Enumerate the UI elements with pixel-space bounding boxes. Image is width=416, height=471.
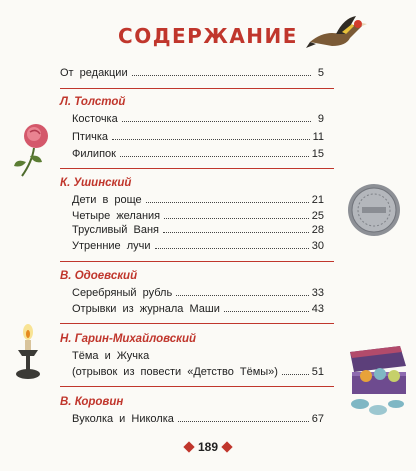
dot-leader	[120, 156, 309, 157]
entry-page: 5	[317, 66, 324, 79]
entry-page: 67	[311, 412, 324, 425]
dot-leader	[122, 121, 311, 122]
entry-page: 9	[317, 112, 324, 125]
dot-leader	[112, 139, 310, 140]
entry-page: 43	[311, 302, 324, 315]
toc-entry[interactable]	[72, 129, 324, 144]
author-heading: В. Одоевский	[60, 270, 138, 282]
entry-title: Четыре желания	[72, 209, 161, 222]
entry-title: Отрывки из журнала Маши	[72, 302, 220, 315]
entry-page: 28	[311, 223, 324, 236]
toc-entry[interactable]	[72, 301, 324, 316]
toc-entry-title-only[interactable]	[72, 348, 324, 363]
dot-leader	[178, 421, 309, 422]
dot-leader	[163, 232, 309, 233]
entry-title: Дети в роще	[72, 193, 142, 206]
toc-entry[interactable]	[72, 208, 324, 223]
section-rule	[60, 168, 334, 169]
section-rule	[60, 261, 334, 262]
entry-title: Серебряный рубль	[72, 286, 173, 299]
entry-title: Филипок	[72, 147, 116, 160]
toc-entry[interactable]	[72, 222, 324, 237]
toc-entry[interactable]	[72, 238, 324, 253]
page-number-text: 189	[197, 440, 219, 454]
entry-page: 33	[311, 286, 324, 299]
author-heading: Н. Гарин-Михайловский	[60, 333, 197, 345]
dot-leader	[176, 295, 309, 296]
toc-entry[interactable]	[72, 192, 324, 207]
toc-entry[interactable]	[72, 411, 324, 426]
entry-page: 15	[311, 147, 324, 160]
entry-page: 51	[311, 365, 324, 378]
author-heading: Л. Толстой	[60, 96, 126, 108]
dot-leader	[224, 311, 309, 312]
toc-entry[interactable]	[72, 364, 324, 379]
section-rule	[60, 386, 334, 387]
author-heading: В. Коровин	[60, 396, 124, 408]
diamond-ornament-icon	[183, 441, 194, 452]
dot-leader	[164, 218, 309, 219]
entry-page: 25	[311, 209, 324, 222]
dot-leader	[282, 374, 309, 375]
section-rule	[60, 88, 334, 89]
entry-title: Косточка	[72, 112, 118, 125]
entry-page: 11	[312, 130, 324, 143]
section-rule	[60, 323, 334, 324]
entry-title: Птичка	[72, 130, 108, 143]
diamond-ornament-icon	[221, 441, 232, 452]
entry-title: Утренние лучи	[72, 239, 151, 252]
entry-title: От редакции	[60, 66, 128, 79]
entry-title: Вуколка и Николка	[72, 412, 174, 425]
page-title: СОДЕРЖАНИЕ	[118, 24, 298, 48]
entry-page: 30	[311, 239, 324, 252]
toc-entry[interactable]	[60, 65, 324, 80]
dot-leader	[155, 248, 309, 249]
toc-entry[interactable]	[72, 285, 324, 300]
entry-title: Тёма и Жучка	[72, 349, 150, 362]
dot-leader	[146, 202, 309, 203]
toc-entry[interactable]	[72, 146, 324, 161]
toc-entry[interactable]	[72, 111, 324, 126]
entry-page: 21	[311, 193, 324, 206]
entry-subtitle: (отрывок из повести «Детство Тёмы»)	[72, 365, 278, 378]
page-number	[0, 440, 416, 454]
author-heading: К. Ушинский	[60, 177, 132, 189]
entry-title: Трусливый Ваня	[72, 223, 159, 236]
dot-leader	[132, 75, 311, 76]
